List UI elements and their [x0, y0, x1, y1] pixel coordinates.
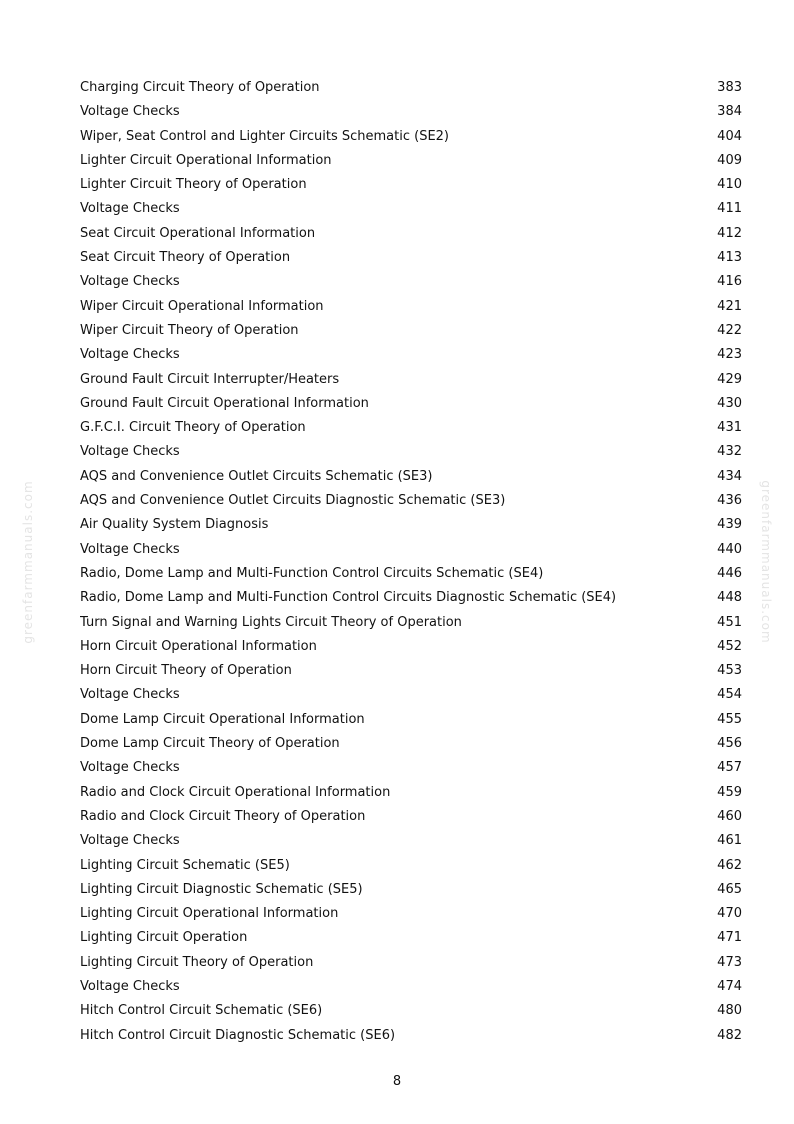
toc-row[interactable]	[80, 440, 742, 464]
toc-entry-page: 409	[717, 152, 742, 168]
toc-row[interactable]	[80, 805, 742, 829]
toc-row[interactable]	[80, 270, 742, 294]
toc-row[interactable]	[80, 611, 742, 635]
toc-entry-title: Charging Circuit Theory of Operation	[80, 80, 320, 95]
toc-entry-page: 416	[717, 274, 742, 290]
toc-entry-page: 457	[717, 760, 742, 776]
toc-row[interactable]	[80, 222, 742, 246]
toc-entry-page: 383	[717, 80, 742, 95]
toc-row[interactable]	[80, 392, 742, 416]
toc-entry-page: 422	[717, 322, 742, 338]
toc-entry-title: Voltage Checks	[80, 760, 180, 776]
toc-entry-title: Seat Circuit Operational Information	[80, 225, 316, 241]
toc-entry-page: 451	[717, 614, 742, 630]
table-of-contents	[80, 76, 742, 1048]
toc-entry-title: Lighting Circuit Operational Information	[80, 906, 339, 922]
toc-entry-page: 459	[717, 784, 742, 800]
toc-entry-title: Voltage Checks	[80, 201, 180, 217]
toc-row[interactable]	[80, 829, 742, 853]
toc-entry-page: 452	[717, 638, 742, 654]
toc-row[interactable]	[80, 489, 742, 513]
toc-row[interactable]	[80, 343, 742, 367]
toc-row[interactable]	[80, 76, 742, 100]
toc-row[interactable]	[80, 513, 742, 537]
toc-entry-page: 456	[717, 736, 742, 752]
toc-entry-title: AQS and Convenience Outlet Circuits Diagnostic Schematic (SE3)	[80, 493, 506, 509]
toc-row[interactable]	[80, 197, 742, 221]
watermark-left: greenfarmmanuals.com	[21, 480, 35, 644]
toc-entry-page: 413	[717, 250, 742, 266]
toc-entry-title: Wiper Circuit Theory of Operation	[80, 322, 299, 338]
toc-row[interactable]	[80, 975, 742, 999]
toc-entry-title: Lighter Circuit Operational Information	[80, 152, 332, 168]
toc-entry-title: Voltage Checks	[80, 444, 180, 460]
toc-entry-page: 462	[717, 857, 742, 873]
toc-row[interactable]	[80, 878, 742, 902]
toc-row[interactable]	[80, 465, 742, 489]
toc-entry-page: 429	[717, 371, 742, 387]
toc-row[interactable]	[80, 100, 742, 124]
toc-entry-page: 440	[717, 541, 742, 557]
toc-entry-title: Dome Lamp Circuit Operational Information	[80, 711, 365, 727]
toc-entry-title: Lighting Circuit Operation	[80, 930, 248, 946]
watermark-right: greenfarmmanuals.com	[759, 480, 773, 644]
toc-entry-title: Air Quality System Diagnosis	[80, 517, 269, 533]
toc-entry-title: Voltage Checks	[80, 978, 180, 994]
toc-entry-title: Lighting Circuit Theory of Operation	[80, 954, 314, 970]
toc-row[interactable]	[80, 149, 742, 173]
toc-entry-page: 482	[717, 1027, 742, 1043]
toc-row[interactable]	[80, 999, 742, 1023]
toc-entry-title: Dome Lamp Circuit Theory of Operation	[80, 736, 340, 752]
toc-entry-title: Horn Circuit Operational Information	[80, 638, 317, 654]
toc-row[interactable]	[80, 926, 742, 950]
toc-entry-title: Ground Fault Circuit Operational Information	[80, 395, 369, 411]
toc-entry-title: Radio, Dome Lamp and Multi-Function Control Circuits Schematic (SE4)	[80, 565, 544, 581]
page-number: 8	[392, 1074, 402, 1089]
toc-entry-title: Wiper, Seat Control and Lighter Circuits Schematic (SE2)	[80, 128, 450, 144]
toc-entry-page: 436	[717, 493, 742, 509]
toc-row[interactable]	[80, 659, 742, 683]
toc-entry-title: Lighting Circuit Diagnostic Schematic (SE5)	[80, 881, 363, 897]
toc-row[interactable]	[80, 586, 742, 610]
toc-entry-page: 412	[717, 225, 742, 241]
toc-entry-page: 460	[717, 808, 742, 824]
toc-entry-title: Radio and Clock Circuit Theory of Operation	[80, 808, 366, 824]
toc-entry-title: Voltage Checks	[80, 347, 180, 363]
toc-entry-title: Voltage Checks	[80, 833, 180, 849]
toc-entry-title: AQS and Convenience Outlet Circuits Schematic (SE3)	[80, 468, 433, 484]
toc-entry-title: Hitch Control Circuit Diagnostic Schematic (SE6)	[80, 1027, 396, 1043]
toc-entry-page: 453	[717, 663, 742, 679]
toc-row[interactable]	[80, 732, 742, 756]
toc-entry-page: 410	[717, 177, 742, 193]
toc-entry-page: 434	[717, 468, 742, 484]
toc-entry-page: 446	[717, 565, 742, 581]
toc-entry-page: 439	[717, 517, 742, 533]
toc-entry-title: Seat Circuit Theory of Operation	[80, 250, 291, 266]
toc-entry-title: Voltage Checks	[80, 541, 180, 557]
toc-row[interactable]	[80, 781, 742, 805]
toc-entry-page: 411	[717, 201, 742, 217]
toc-entry-title: Wiper Circuit Operational Information	[80, 298, 324, 314]
toc-row[interactable]	[80, 295, 742, 319]
toc-row[interactable]	[80, 125, 742, 149]
toc-entry-page: 384	[717, 104, 742, 120]
toc-entry-page: 421	[717, 298, 742, 314]
toc-entry-page: 455	[717, 711, 742, 727]
toc-entry-page: 465	[717, 881, 742, 897]
toc-row[interactable]	[80, 368, 742, 392]
toc-entry-page: 432	[717, 444, 742, 460]
toc-entry-title: Voltage Checks	[80, 104, 180, 120]
toc-entry-title: Turn Signal and Warning Lights Circuit Theory of Operation	[80, 614, 462, 630]
toc-entry-page: 474	[717, 978, 742, 994]
toc-entry-title: Lighting Circuit Schematic (SE5)	[80, 857, 290, 873]
toc-entry-page: 473	[717, 954, 742, 970]
toc-entry-page: 423	[717, 347, 742, 363]
toc-entry-title: Voltage Checks	[80, 274, 180, 290]
toc-row[interactable]	[80, 683, 742, 707]
toc-entry-title: Lighter Circuit Theory of Operation	[80, 177, 307, 193]
toc-entry-title: Radio, Dome Lamp and Multi-Function Control Circuits Diagnostic Schematic (SE4)	[80, 590, 617, 606]
toc-row[interactable]	[80, 902, 742, 926]
toc-entry-page: 404	[717, 128, 742, 144]
toc-row[interactable]	[80, 951, 742, 975]
toc-row[interactable]	[80, 1024, 742, 1048]
toc-entry-page: 470	[717, 906, 742, 922]
toc-row[interactable]	[80, 708, 742, 732]
toc-entry-title: Hitch Control Circuit Schematic (SE6)	[80, 1003, 323, 1019]
toc-entry-page: 431	[717, 420, 742, 436]
toc-row[interactable]	[80, 562, 742, 586]
toc-row[interactable]	[80, 246, 742, 270]
toc-row[interactable]	[80, 416, 742, 440]
toc-row[interactable]	[80, 173, 742, 197]
toc-entry-title: Radio and Clock Circuit Operational Information	[80, 784, 391, 800]
toc-row[interactable]	[80, 854, 742, 878]
toc-entry-title: G.F.C.I. Circuit Theory of Operation	[80, 420, 306, 436]
toc-entry-page: 471	[717, 930, 742, 946]
toc-entry-title: Horn Circuit Theory of Operation	[80, 663, 292, 679]
toc-row[interactable]	[80, 635, 742, 659]
toc-entry-page: 480	[717, 1003, 742, 1019]
toc-entry-title: Voltage Checks	[80, 687, 180, 703]
toc-row[interactable]	[80, 538, 742, 562]
toc-entry-page: 430	[717, 395, 742, 411]
toc-entry-page: 448	[717, 590, 742, 606]
toc-entry-page: 454	[717, 687, 742, 703]
toc-entry-page: 461	[717, 833, 742, 849]
toc-row[interactable]	[80, 756, 742, 780]
toc-entry-title: Ground Fault Circuit Interrupter/Heaters	[80, 371, 340, 387]
toc-row[interactable]	[80, 319, 742, 343]
